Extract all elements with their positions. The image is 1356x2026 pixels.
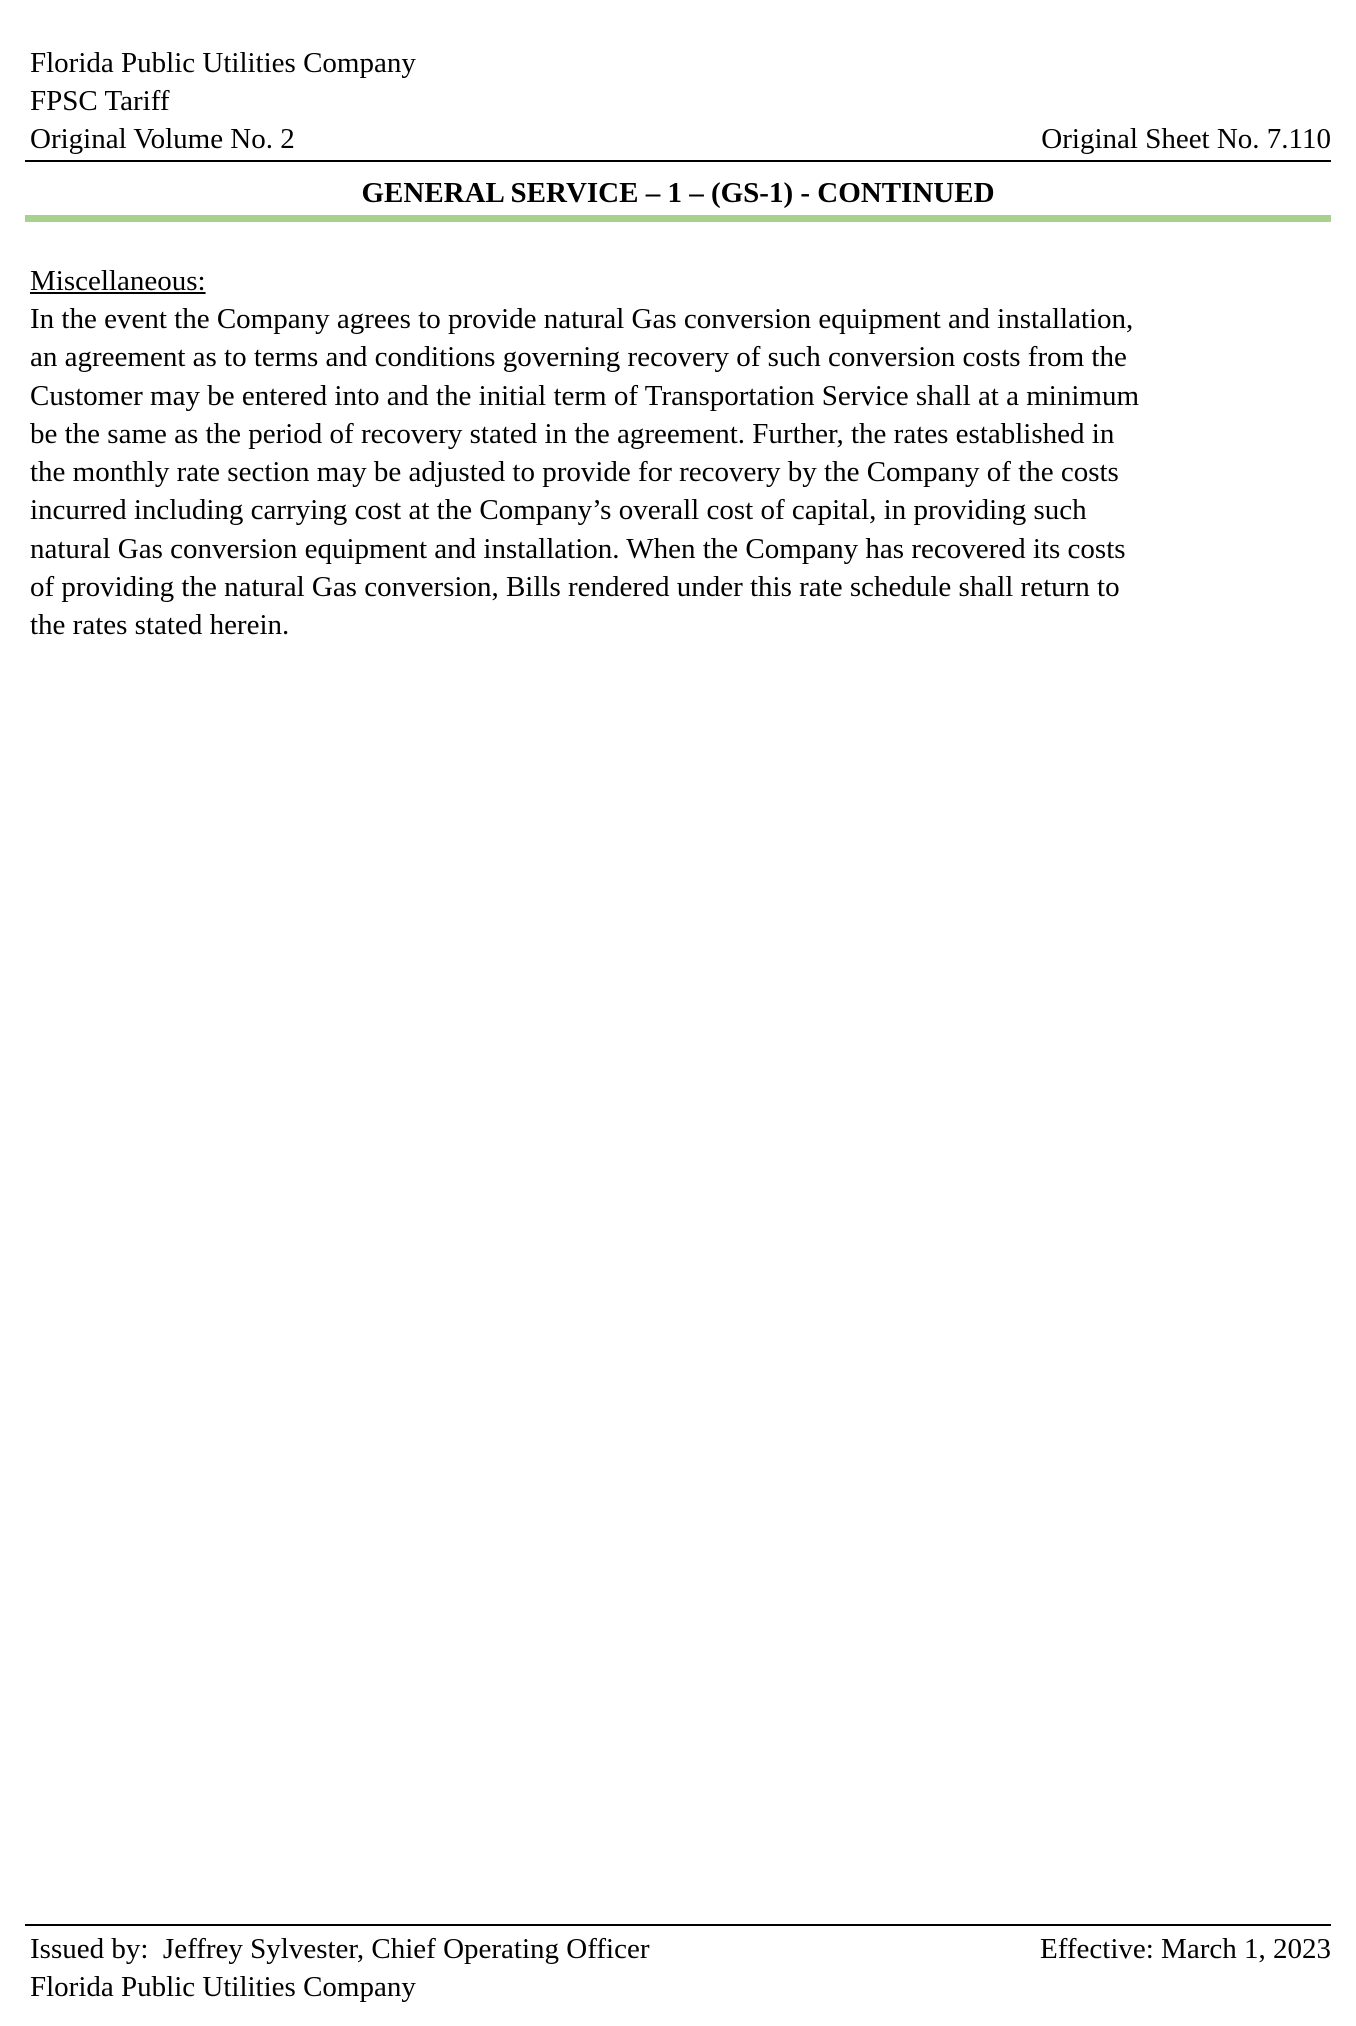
body-line: natural Gas conversion equipment and installation. When the Company has recovered its costs	[30, 532, 1126, 565]
body-line: the rates stated herein.	[30, 609, 290, 642]
body-line: In the event the Company agrees to provide natural Gas conversion equipment and installation,	[30, 303, 1134, 335]
footer-issued-by: Issued by: Jeffrey Sylvester, Chief Operating Officer	[30, 1933, 650, 1965]
body-line: be the same as the period of recovery stated in the agreement. Further, the rates established in	[30, 417, 1115, 450]
footer-divider	[25, 1924, 1331, 1926]
body-line: of providing the natural Gas conversion, Bills rendered under this rate schedule shall return to	[30, 571, 1120, 604]
footer-effective-date: Effective: March 1, 2023	[1040, 1933, 1331, 1965]
title-divider	[25, 215, 1331, 222]
header-divider	[25, 160, 1331, 162]
body-line: the monthly rate section may be adjusted to provide for recovery by the Company of the costs	[30, 456, 1119, 489]
header-sheet-number: Original Sheet No. 7.110	[1041, 123, 1331, 155]
body-line: Customer may be entered into and the initial term of Transportation Service shall at a minimum	[30, 379, 1140, 412]
section-heading: Miscellaneous:	[30, 265, 206, 297]
section-body	[30, 300, 1336, 645]
header-company: Florida Public Utilities Company	[30, 47, 416, 79]
page-title: GENERAL SERVICE – 1 – (GS-1) - CONTINUED	[361, 177, 995, 209]
header-tariff: FPSC Tariff	[30, 85, 170, 117]
body-line: an agreement as to terms and conditions governing recovery of such conversion costs from the	[30, 341, 1127, 374]
header-volume: Original Volume No. 2	[30, 123, 295, 155]
body-line: incurred including carrying cost at the Company’s overall cost of capital, in providing such	[30, 494, 1087, 527]
footer-company: Florida Public Utilities Company	[30, 1971, 416, 2003]
